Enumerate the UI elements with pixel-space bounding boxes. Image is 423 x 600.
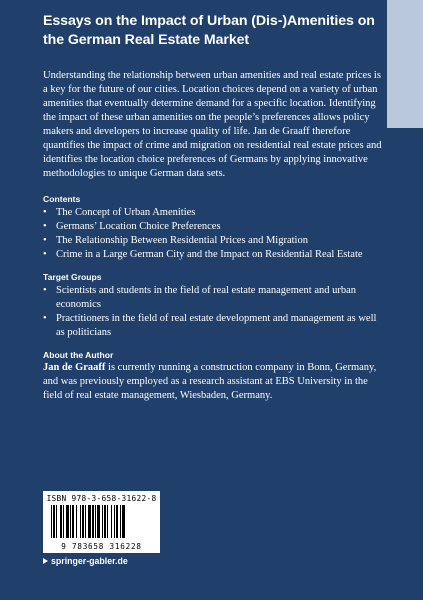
intro-paragraph: Understanding the relationship between urban amenities and real estate prices is a key for the future of our cities. Location choices depend on a variety of urban amenities that eventually determine demand for a specific location. Identifying the impact of these urban amenities on the people’s preferences allows policy makers and developers to increase quality of life. Jan de Graaff therefore quantifies the impact of crime and migration on residential real estate prices and identifies the location choice preferences of Germans by applying innovative methodologies to unique German data sets. xyxy=(43,70,382,179)
list-item: • The Relationship Between Residential Prices and Migration xyxy=(43,235,308,246)
back-cover-content xyxy=(43,12,383,403)
target-groups-heading: Target Groups xyxy=(43,272,102,282)
isbn-label: ISBN 978-3-658-31622-8 xyxy=(46,494,157,503)
barcode-digits: 9 783658 316228 xyxy=(61,542,142,551)
about-author-text: Jan de Graaff is currently running a construction company in Bonn, Germany, and was previously employed as a research assistant at EBS University in the field of real estate management, Wiesbaden, Germany. xyxy=(43,362,377,401)
target-groups-section xyxy=(43,271,383,340)
decorative-side-stripe xyxy=(387,0,423,128)
bullet-icon: • xyxy=(43,221,47,232)
about-author-section xyxy=(43,349,383,403)
author-name: Jan de Graaff xyxy=(43,362,106,373)
list-item: • Crime in a Large German City and the Impact on Residential Real Estate xyxy=(43,249,363,260)
contents-section xyxy=(43,193,383,262)
target-groups-list xyxy=(43,284,383,340)
barcode-icon xyxy=(51,505,152,538)
list-item: • Practitioners in the field of real estate development and management as well as politicians xyxy=(43,313,377,338)
bullet-icon: • xyxy=(43,285,47,296)
bullet-icon: • xyxy=(43,235,47,246)
bullet-icon: • xyxy=(43,313,47,324)
list-item: • The Concept of Urban Amenities xyxy=(43,207,196,218)
list-item: • Scientists and students in the field of real estate management and urban economics xyxy=(43,285,357,310)
contents-list xyxy=(43,206,383,262)
publisher-website[interactable] xyxy=(43,556,128,566)
about-author-heading: About the Author xyxy=(43,350,114,360)
book-title: Essays on the Impact of Urban (Dis-)Amenities on the German Real Estate Market xyxy=(43,13,375,48)
isbn-barcode xyxy=(43,491,160,553)
bullet-icon: • xyxy=(43,207,47,218)
contents-heading: Contents xyxy=(43,194,81,204)
website-link-text: springer-gabler.de xyxy=(51,556,128,566)
bullet-icon: • xyxy=(43,249,47,260)
list-item: • Germans’ Location Choice Preferences xyxy=(43,221,221,232)
arrow-right-icon xyxy=(43,558,48,564)
